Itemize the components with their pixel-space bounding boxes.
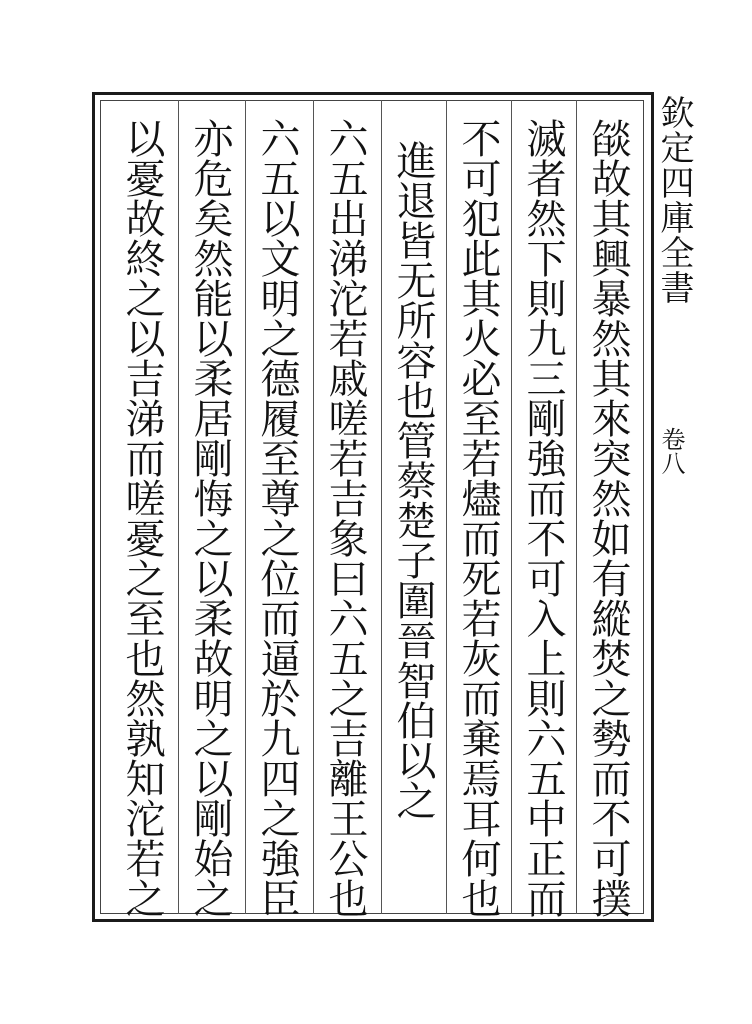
column-rule [313,100,314,914]
column-rule [511,100,512,914]
text-column-2: 滅者然下則九三剛強而不可入上則六五中正而 [520,118,566,918]
text-column-7: 亦危矣然能以柔居剛悔之以柔故明之以剛始之 [187,118,233,918]
column-rule [446,100,447,914]
text-column-3: 不可犯此其火必至若燼而死若灰而棄焉耳何也 [455,118,501,918]
column-rule [381,100,382,914]
running-header [650,95,696,795]
text-column-4: 進退皆无所容也管蔡楚子圍晉智伯以之 [390,140,436,820]
column-rule [245,100,246,914]
juan-number: 卷八 [657,427,685,475]
text-column-8: 以憂故終之以吉涕而嗟憂之至也然孰知沱若之 [119,118,165,918]
text-column-6: 六五以文明之德履至尊之位而逼於九四之強臣 [254,118,300,918]
book-title: 欽定四庫全書 [654,95,694,305]
column-rule [178,100,179,914]
column-rule [576,100,577,914]
text-column-1: 燄故其興暴然其來突然如有縱焚之勢而不可撲 [585,118,631,918]
text-column-5: 六五出涕沱若戚嗟若吉象曰六五之吉離王公也 [322,118,368,918]
